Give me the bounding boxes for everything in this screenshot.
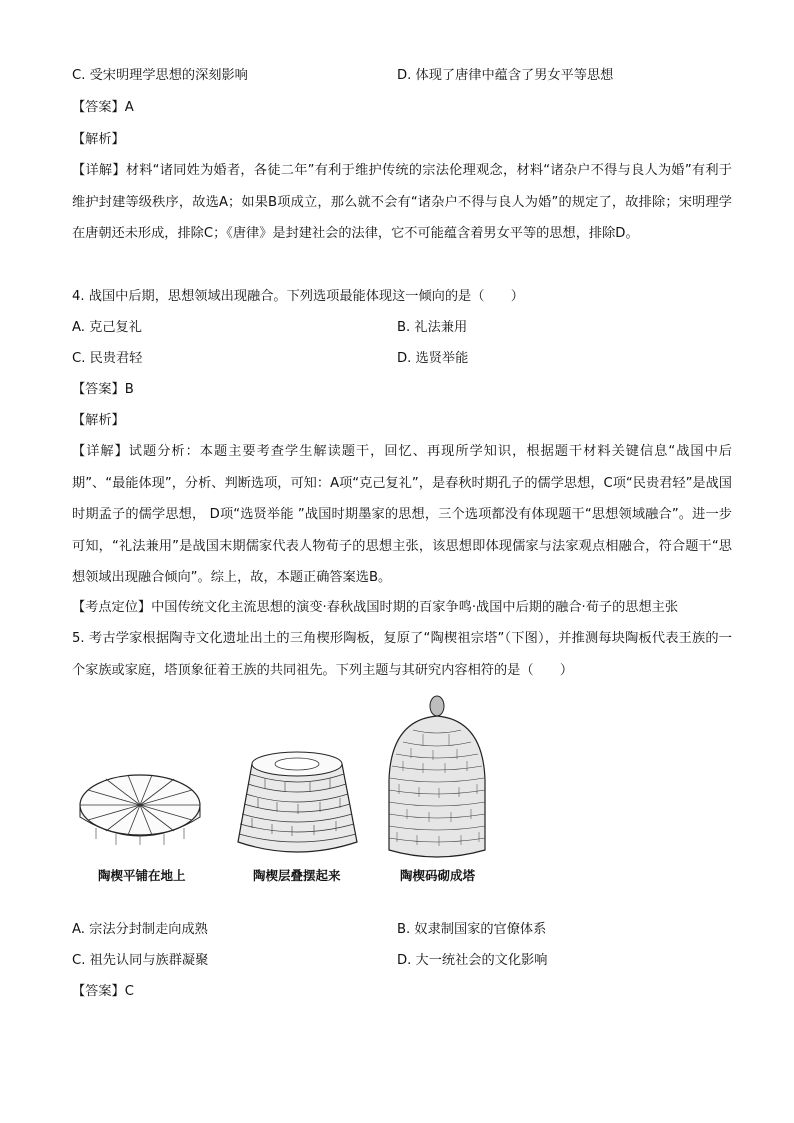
q5-option-d: D. 大一统社会的文化影响 (397, 953, 548, 968)
tower-illustration (383, 690, 491, 860)
q3-answer: 【答案】A (72, 100, 134, 115)
flat-wedges-illustration (76, 765, 204, 845)
q5-option-a: A. 宗法分封制走向成熟 (72, 922, 208, 937)
q3-option-c: C. 受宋明理学思想的深刻影响 (72, 68, 248, 83)
caption-flat: 陶楔平铺在地上 (98, 868, 186, 883)
q4-kaodian: 【考点定位】中国传统文化主流思想的演变·春秋战国时期的百家争鸣·战国中后期的融合·荀子的思想主张 (72, 600, 679, 615)
q4-option-d: D. 选贤举能 (397, 351, 469, 366)
q4-detail: 【详解】试题分析：本题主要考查学生解读题干，回忆、再现所学知识，根据题干材料关键信息“战国中后期”、“最能体现”，分析、判断选项，可知：A项“克己复礼”，是春秋时期孔子的儒学思想，C项“民贵君轻”是战国时期孟子的儒学思想， D项“选贤举能 ”战国时期墨家的思想，三个选项都没有体现题干“思想领域融合”。进一步可知，“礼法兼用”是战国末期儒家代表人物荀子的思想主张，该思想即体现儒家与法家观点相融合，符合题干“思想领域出现融合倾向”。综上，故，本题正确答案选B。 (72, 444, 732, 585)
q4-option-b: B. 礼法兼用 (397, 320, 468, 335)
q4-option-a: A. 克己复礼 (72, 320, 142, 335)
q5-stem: 5. 考古学家根据陶寺文化遗址出土的三角楔形陶板，复原了“陶楔祖宗塔”（下图），并推测每块陶板代表王族的一个家族或家庭，塔顶象征着王族的共同祖先。下列主题与其研究内容相符的是（ ） (72, 631, 732, 678)
q4-option-c: C. 民贵君轻 (72, 351, 143, 366)
q5-option-b: B. 奴隶制国家的官僚体系 (397, 922, 547, 937)
q3-detail: 【详解】材料“诸同姓为婚者，各徒二年”有利于维护传统的宗法伦理观念，材料“诸杂户不得与良人为婚”有利于维护封建等级秩序，故选A；如果B项成立，那么就不会有“诸杂户不得与良人为婚”的规定了，故排除；宋明理学在唐朝还未形成，排除C；《唐律》是封建社会的法律，它不可能蕴含着男女平等的思想，排除D。 (72, 163, 732, 241)
q5-option-c: C. 祖先认同与族群凝聚 (72, 953, 209, 968)
q4-answer: 【答案】B (72, 382, 134, 397)
stacked-wedges-illustration (230, 742, 365, 857)
q4-stem: 4. 战国中后期，思想领域出现融合。下列选项最能体现这一倾向的是（ ） (72, 289, 524, 304)
q3-analysis-label: 【解析】 (72, 132, 125, 147)
caption-stacked: 陶楔层叠摆起来 (253, 868, 341, 883)
q4-analysis-label: 【解析】 (72, 413, 125, 428)
q3-option-d: D. 体现了唐律中蕴含了男女平等思想 (397, 68, 614, 83)
q5-answer: 【答案】C (72, 984, 134, 999)
caption-tower: 陶楔码砌成塔 (400, 868, 476, 883)
